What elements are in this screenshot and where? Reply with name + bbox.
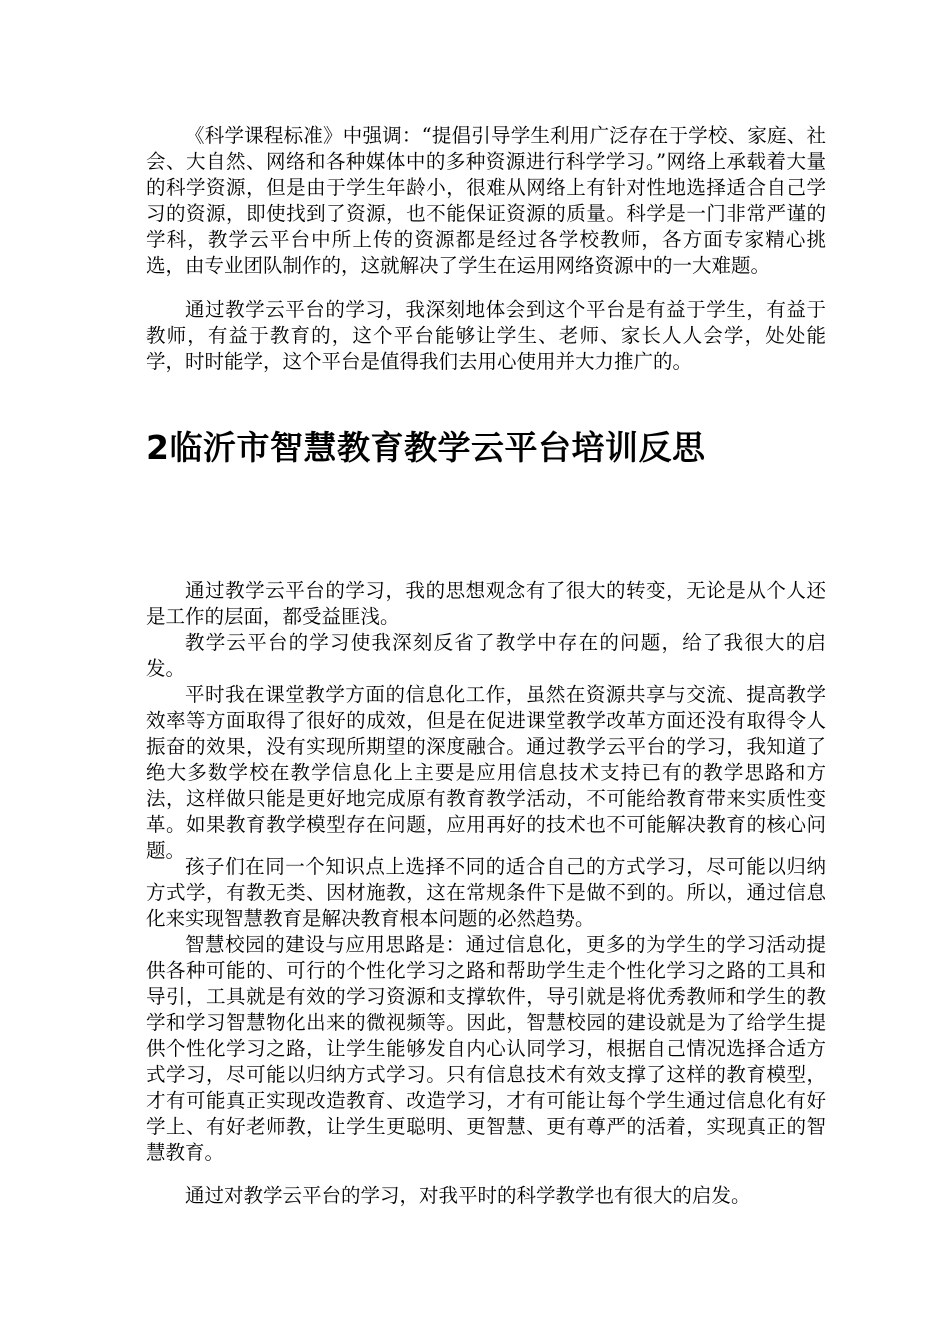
section-paragraph-4: 孩子们在同一个知识点上选择不同的适合自己的方式学习，尽可能以归纳方式学，有教无类、因材施教，这在常规条件下是做不到的。所以，通过信息化来实现智慧教育是解决教育根本问题的必然趋势。 <box>146 855 826 930</box>
section-paragraph-1: 通过教学云平台的学习，我的思想观念有了很大的转变，无论是从个人还是工作的层面，都受益匪浅。 <box>146 579 826 628</box>
section-heading: 2临沂市智慧教育教学云平台培训反思 <box>146 428 706 467</box>
section-paragraph-6: 通过对教学云平台的学习，对我平时的科学教学也有很大的启发。 <box>185 1184 751 1207</box>
intro-paragraph-2: 通过教学云平台的学习，我深刻地体会到这个平台是有益于学生，有益于教师，有益于教育的，这个平台能够让学生、老师、家长人人会学，处处能学，时时能学，这个平台是值得我们去用心使用并大力推广的。 <box>146 298 826 373</box>
section-paragraph-3: 平时我在课堂教学方面的信息化工作，虽然在资源共享与交流、提高教学效率等方面取得了很好的成效，但是在促进课堂教学改革方面还没有取得令人振奋的效果，没有实现所期望的深度融合。通过教学云平台的学习，我知道了绝大多数学校在教学信息化上主要是应用信息技术支持已有的教学思路和方法，这样做只能是更好地完成原有教育教学活动，不可能给教育带来实质性变革。如果教育教学模型存在问题，应用再好的技术也不可能解决教育的核心问题。 <box>146 683 826 862</box>
section-paragraph-5: 智慧校园的建设与应用思路是：通过信息化，更多的为学生的学习活动提供各种可能的、可行的个性化学习之路和帮助学生走个性化学习之路的工具和导引，工具就是有效的学习资源和支撑软件，导引就是将优秀教师和学生的教学和学习智慧物化出来的微视频等。因此，智慧校园的建设就是为了给学生提供个性化学习之路，让学生能够发自内心认同学习，根据自己情况选择合适方式学习，尽可能以归纳方式学习。只有信息技术有效支撑了这样的教育模型，才有可能真正实现改造教育、改造学习，才有可能让每个学生通过信息化有好学上、有好老师教，让学生更聪明、更智慧、更有尊严的活着，实现真正的智慧教育。 <box>146 933 826 1164</box>
intro-paragraph-1: 《科学课程标准》中强调：“提倡引导学生利用广泛存在于学校、家庭、社会、大自然、网络和各种媒体中的多种资源进行科学学习。”网络上承载着大量的科学资源，但是由于学生年龄小，很难从网络上有针对性地选择适合自己学习的资源，即使找到了资源，也不能保证资源的质量。科学是一门非常严谨的学科，教学云平台中所上传的资源都是经过各学校教师，各方面专家精心挑选，由专业团队制作的，这就解决了学生在运用网络资源中的一大难题。 <box>146 124 826 277</box>
section-paragraph-2: 教学云平台的学习使我深刻反省了教学中存在的问题，给了我很大的启发。 <box>146 631 826 680</box>
